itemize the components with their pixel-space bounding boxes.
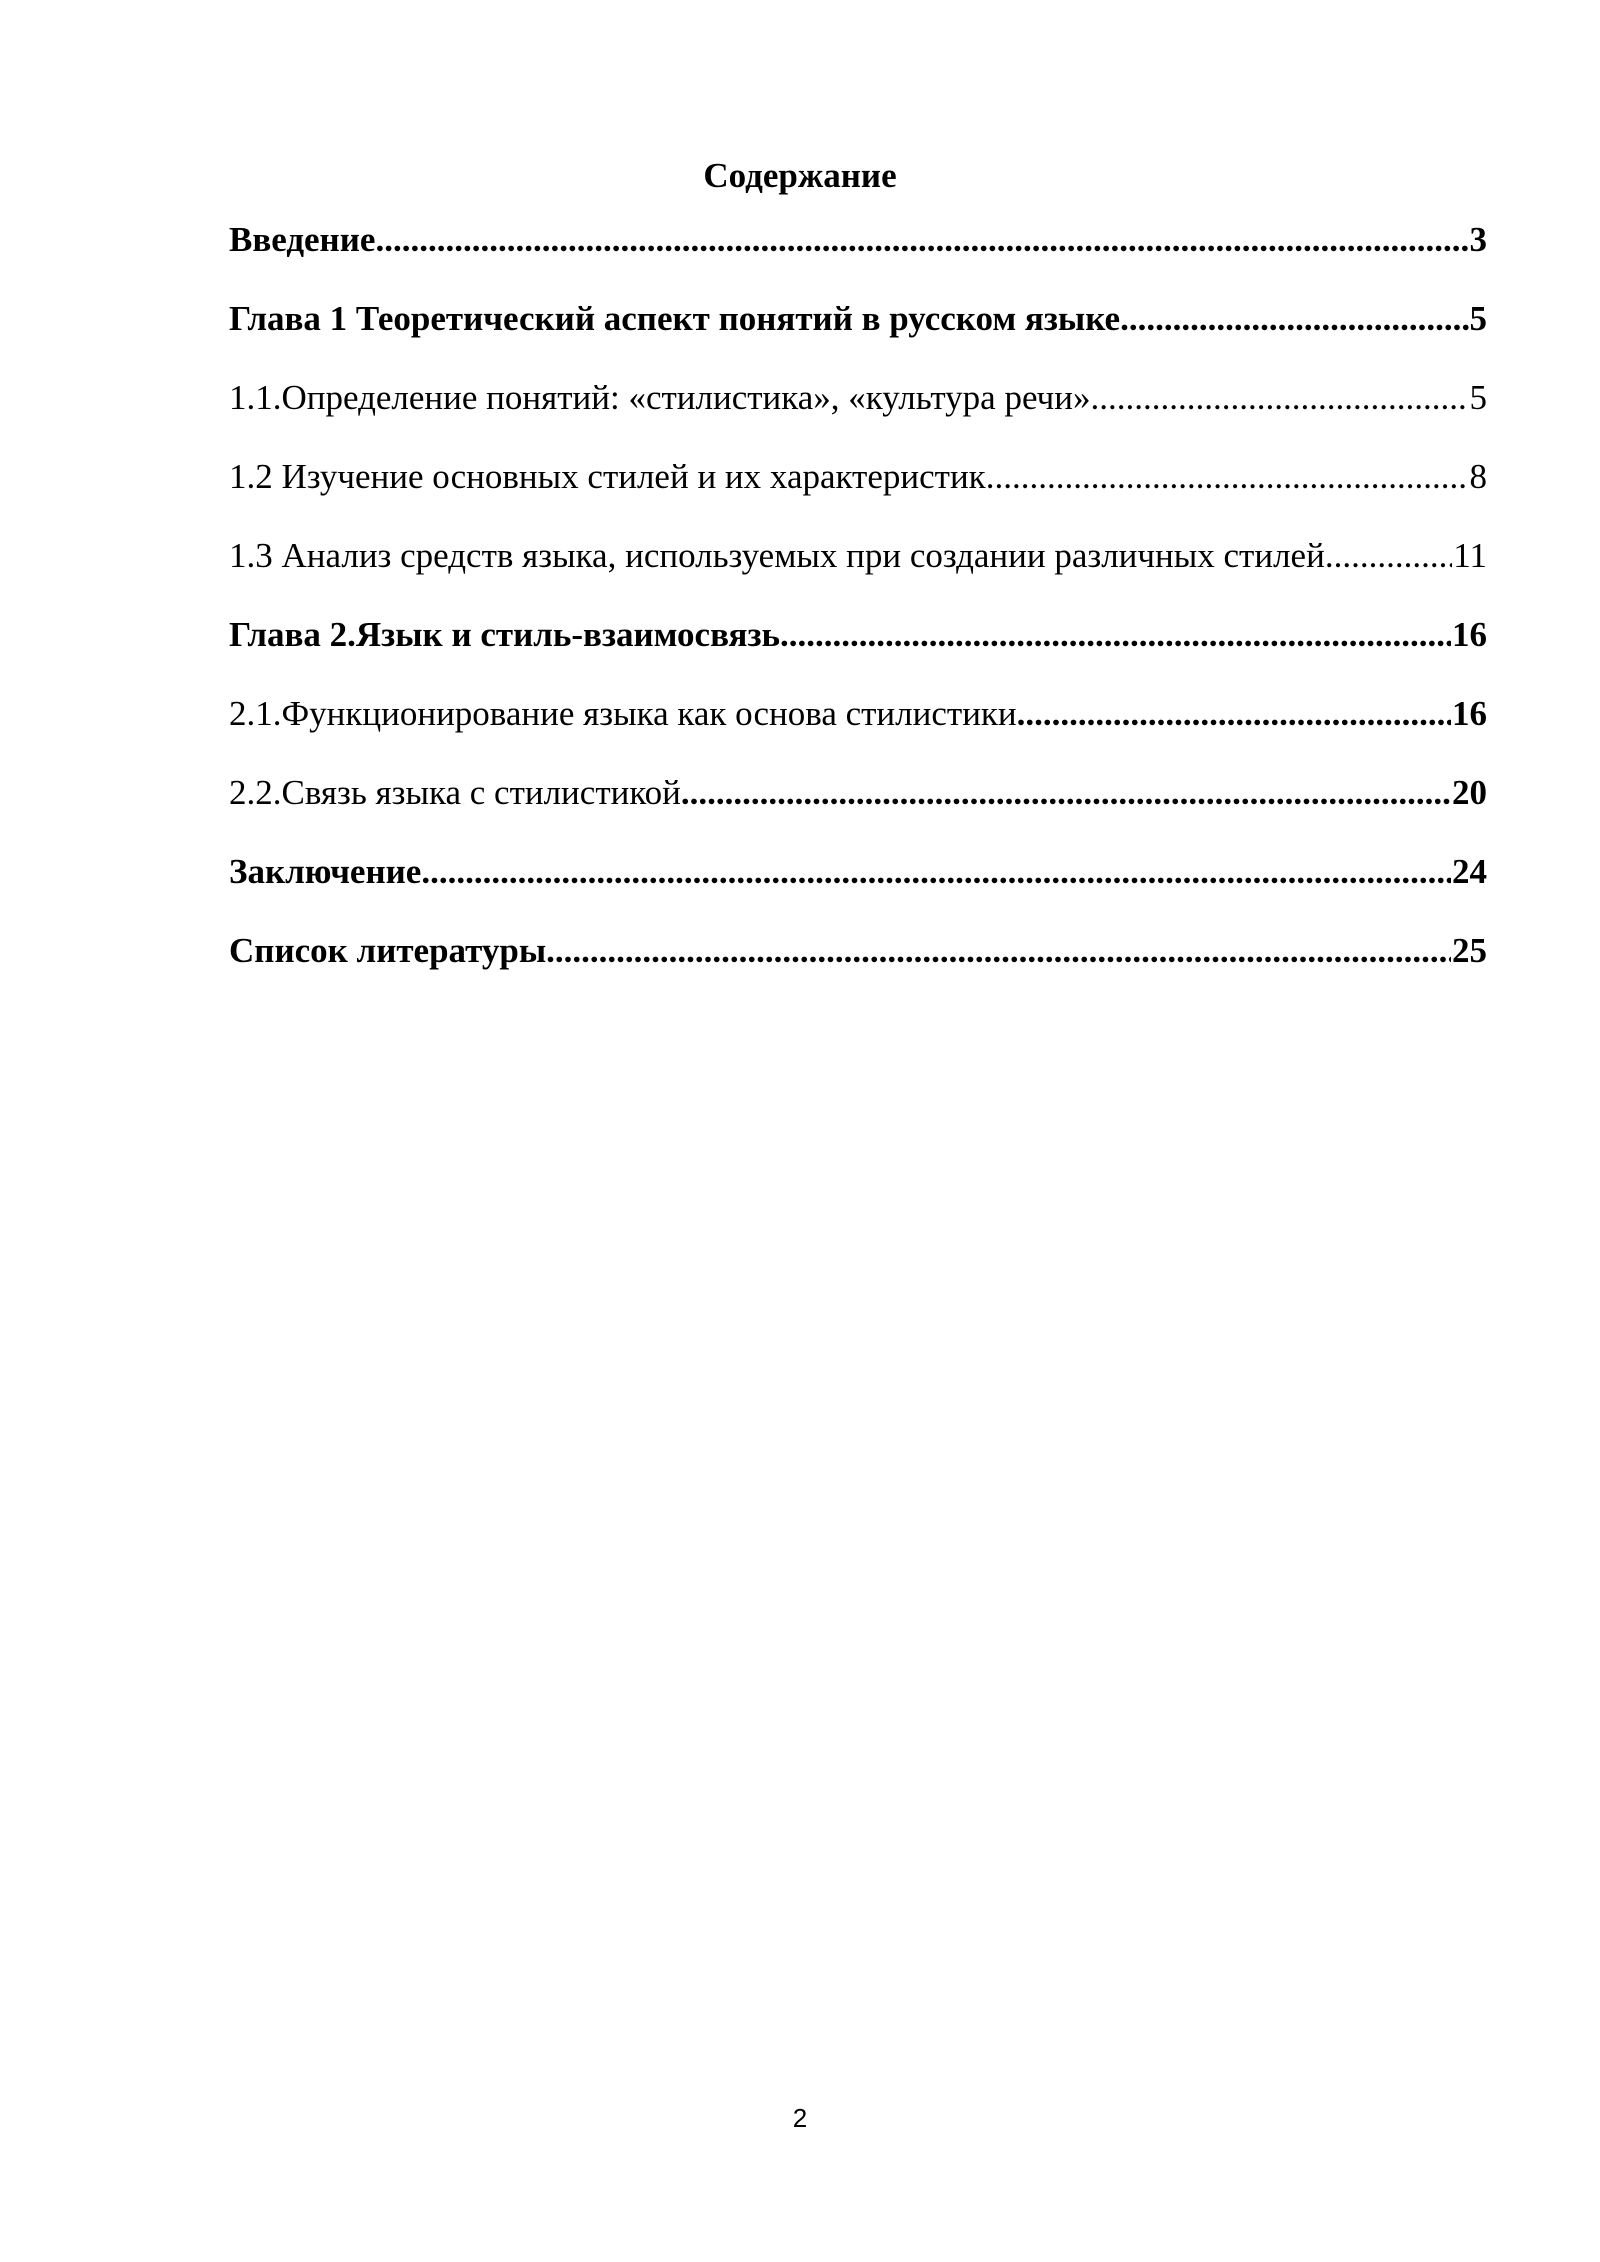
toc-entry-chapter-1[interactable] [229, 289, 1487, 368]
toc-entry-title: 1.1.Определение понятий: «стилистика», «культура речи» [229, 378, 1091, 417]
toc-dot-leader [681, 763, 1451, 823]
toc-entry-title: Глава 2.Язык и стиль-взаимосвязь [229, 615, 781, 654]
toc-entry-section-2-1[interactable] [229, 684, 1487, 763]
toc-entry-title: Введение [229, 220, 376, 259]
toc-entry-chapter-2[interactable] [229, 605, 1487, 684]
toc-entry-page: 5 [1469, 299, 1487, 338]
toc-entry-conclusion[interactable] [229, 842, 1487, 921]
toc-entry-page: 25 [1452, 931, 1487, 970]
toc-dot-leader [421, 842, 1451, 902]
toc-entry-title: Заключение [229, 852, 422, 891]
toc-entry-page: 5 [1469, 378, 1487, 417]
toc-entry-title: Глава 1 Теоретический аспект понятий в русском языке [229, 299, 1121, 338]
toc-entry-page: 16 [1452, 694, 1487, 733]
toc-entry-title: 2.1.Функционирование языка как основа стилистики [229, 694, 1017, 733]
toc-entry-title: 1.2 Изучение основных стилей и их характеристик [229, 457, 986, 496]
toc-entry-section-2-2[interactable] [229, 763, 1487, 842]
table-of-contents [229, 210, 1487, 1000]
toc-entry-title: 1.3 Анализ средств языка, используемых при создании различных стилей [229, 536, 1325, 575]
toc-dot-leader [1090, 368, 1468, 428]
toc-entry-section-1-1[interactable] [229, 368, 1487, 447]
toc-dot-leader [1325, 526, 1452, 586]
toc-entry-section-1-3[interactable] [229, 526, 1487, 605]
toc-entry-page: 20 [1452, 773, 1487, 812]
toc-entry-page: 8 [1469, 457, 1487, 496]
toc-entry-title: Список литературы [229, 931, 547, 970]
toc-dot-leader [1017, 684, 1451, 744]
toc-entry-page: 11 [1453, 536, 1487, 575]
toc-entry-title: 2.2.Связь языка с стилистикой [229, 773, 681, 812]
toc-heading: Содержание [703, 156, 897, 195]
toc-entry-section-1-2[interactable] [229, 447, 1487, 526]
toc-dot-leader [986, 447, 1469, 507]
toc-entry-references[interactable] [229, 921, 1487, 1000]
page-number: 2 [792, 2103, 808, 2133]
toc-dot-leader [375, 210, 1468, 270]
toc-dot-leader [1120, 289, 1468, 349]
toc-entry-page: 24 [1452, 852, 1487, 891]
toc-entry-page: 3 [1469, 220, 1487, 259]
toc-entry-page: 16 [1452, 615, 1487, 654]
toc-dot-leader [546, 921, 1451, 981]
toc-entry-introduction[interactable] [229, 210, 1487, 289]
toc-dot-leader [780, 605, 1451, 665]
